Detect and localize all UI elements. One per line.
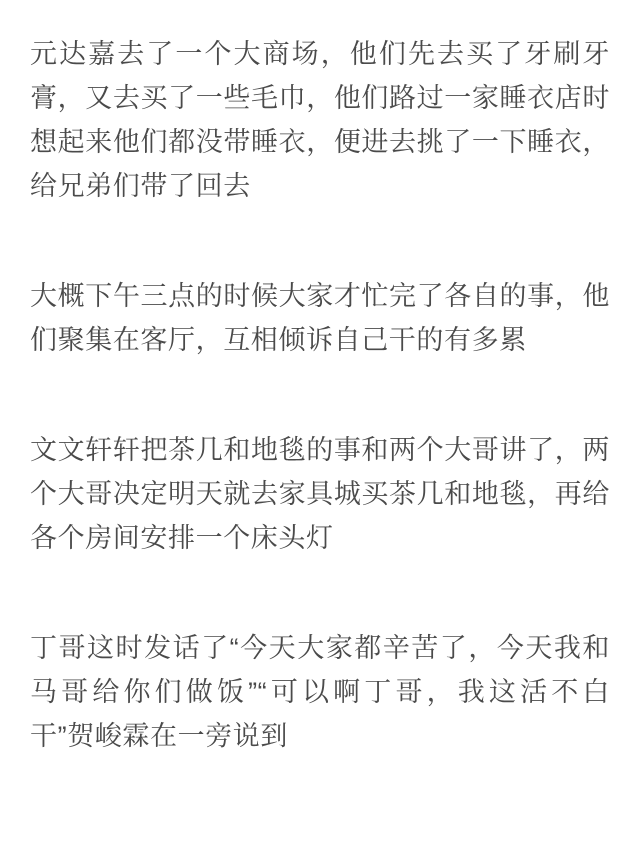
story-paragraph: 丁哥这时发话了“今天大家都辛苦了，今天我和马哥给你们做饭”“可以啊丁哥，我这活不白干”贺峻霖在一旁说到: [30, 633, 610, 751]
story-paragraph: 大概下午三点的时候大家才忙完了各自的事，他们聚集在客厅，互相倾诉自己干的有多累: [30, 281, 610, 355]
story-paragraph: 文文轩轩把茶几和地毯的事和两个大哥讲了，两个大哥决定明天就去家具城买茶几和地毯，再给各个房间安排一个床头灯: [30, 435, 610, 553]
story-paragraph: 元达嘉去了一个大商场，他们先去买了牙刷牙膏，又去买了一些毛巾，他们路过一家睡衣店时想起来他们都没带睡衣，便进去挑了一下睡衣，给兄弟们带了回去: [30, 39, 610, 201]
